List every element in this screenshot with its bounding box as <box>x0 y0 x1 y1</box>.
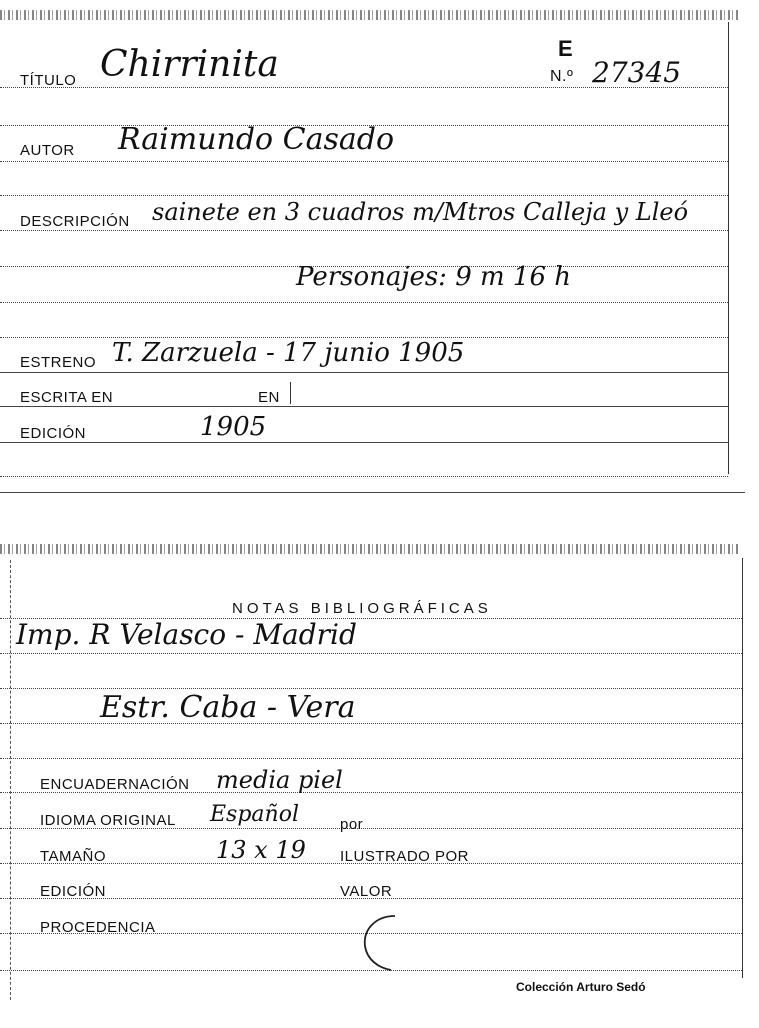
rule-line <box>0 372 728 373</box>
rule-line <box>0 476 728 477</box>
valor-label: VALOR <box>340 883 393 900</box>
estreno-label: ESTRENO <box>20 354 97 371</box>
tamano-label: TAMAÑO <box>40 848 107 865</box>
card-bottom-border <box>0 492 745 493</box>
rule-line <box>0 688 742 689</box>
idioma-label: IDIOMA ORIGINAL <box>40 812 176 829</box>
rule-line <box>0 161 728 162</box>
edicion-value: 1905 <box>200 412 267 442</box>
numero-label: N.º <box>550 68 574 85</box>
encuadernacion-label: ENCUADERNACIÓN <box>40 776 190 793</box>
card-left-border <box>10 560 11 1000</box>
collection-footer: Colección Arturo Sedó <box>516 980 646 994</box>
card-right-border <box>728 22 729 474</box>
por-label: por <box>340 816 364 833</box>
torn-edge <box>0 10 740 20</box>
rule-line <box>0 653 742 654</box>
edicion-label: EDICIÓN <box>40 883 107 900</box>
personajes-value: Personajes: 9 m 16 h <box>296 262 572 292</box>
numero-mark: E <box>558 36 574 61</box>
encuadernacion-value: media piel <box>216 766 343 794</box>
rule-line <box>0 758 742 759</box>
pen-scribble <box>355 912 415 974</box>
catalog-card-front <box>0 0 759 495</box>
catalog-card-back <box>0 540 759 1028</box>
rule-line <box>0 302 728 303</box>
edicion-label: EDICIÓN <box>20 425 87 442</box>
card-right-border <box>742 558 743 978</box>
estreno-value: T. Zarzuela - 17 junio 1905 <box>112 338 465 368</box>
torn-edge <box>0 544 740 554</box>
escrita-label: ESCRITA EN <box>20 389 114 406</box>
titulo-value: Chirrinita <box>100 44 279 85</box>
numero-value: 27345 <box>592 56 682 89</box>
procedencia-label: PROCEDENCIA <box>40 919 156 936</box>
tamano-value: 13 x 19 <box>216 836 306 864</box>
autor-value: Raimundo Casado <box>118 122 395 157</box>
notas-title: NOTAS BIBLIOGRÁFICAS <box>232 600 492 617</box>
notas-line-2: Estr. Caba - Vera <box>100 690 356 725</box>
notas-line-1: Imp. R Velasco - Madrid <box>16 618 357 651</box>
descripcion-label: DESCRIPCIÓN <box>20 213 130 230</box>
autor-label: AUTOR <box>20 142 75 159</box>
rule-line <box>0 442 728 443</box>
titulo-label: TÍTULO <box>20 72 77 89</box>
rule-line <box>0 195 728 196</box>
idioma-value: Español <box>210 802 299 827</box>
pen-stroke <box>290 382 291 404</box>
ilustrado-label: ILUSTRADO POR <box>340 848 470 865</box>
en-label: EN <box>258 389 280 406</box>
descripcion-value: sainete en 3 cuadros m/Mtros Calleja y Lleó <box>152 198 689 226</box>
rule-line <box>0 230 728 231</box>
rule-line <box>0 406 728 407</box>
